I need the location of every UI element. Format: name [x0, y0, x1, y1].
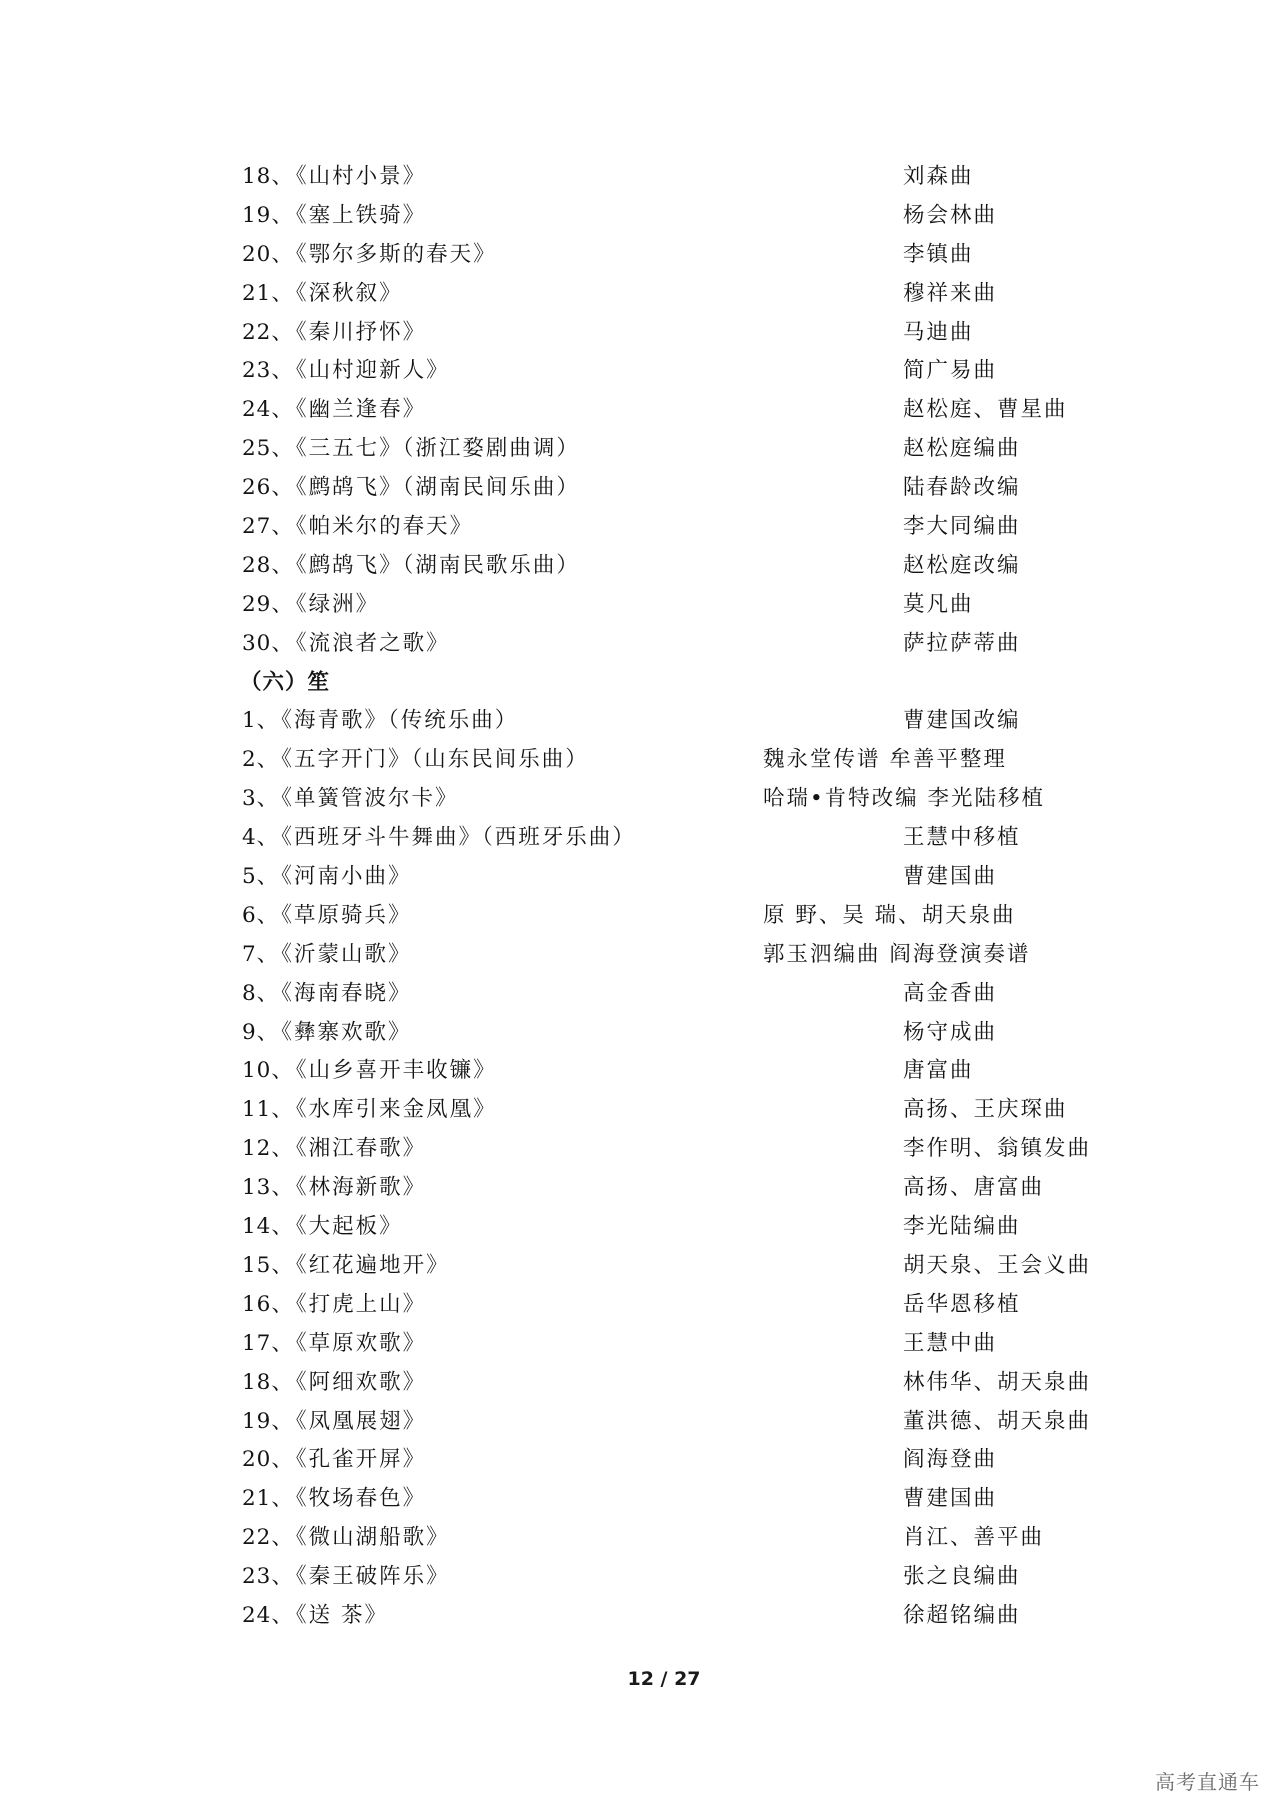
list-item — [0, 897, 1280, 936]
item-title: 《五字开门》（山东民间乐曲） — [281, 747, 589, 773]
list-item — [0, 702, 1280, 741]
list-item — [0, 1325, 1280, 1364]
item-title: 《送 茶》 — [295, 1602, 388, 1628]
list-item — [0, 1480, 1280, 1519]
item-entry — [242, 352, 450, 391]
item-number: 9、 — [242, 1019, 280, 1045]
item-composer: 杨守成曲 — [903, 1019, 998, 1045]
item-composer: 赵松庭改编 — [903, 552, 1021, 578]
item-number: 19、 — [242, 1408, 294, 1434]
list-item — [0, 625, 1280, 664]
item-number: 4、 — [242, 825, 280, 851]
item-entry — [242, 780, 458, 819]
item-composer: 董洪德、胡天泉曲 — [903, 1408, 1092, 1434]
item-title: 《单簧管波尔卡》 — [281, 786, 459, 812]
list-item — [0, 858, 1280, 897]
item-entry — [242, 430, 580, 469]
item-composer: 曹建国曲 — [903, 1486, 998, 1512]
list-item — [0, 469, 1280, 508]
item-entry — [242, 391, 426, 430]
list-item — [0, 1364, 1280, 1403]
list-item — [0, 430, 1280, 469]
item-composer: 杨会林曲 — [903, 202, 998, 228]
list-item — [0, 352, 1280, 391]
list-item — [0, 1091, 1280, 1130]
item-composer: 高扬、王庆琛曲 — [903, 1097, 1068, 1123]
list-item — [0, 1403, 1280, 1442]
list-item — [0, 975, 1280, 1014]
list-item — [0, 819, 1280, 858]
list-item — [0, 741, 1280, 780]
item-number: 20、 — [242, 1447, 294, 1473]
list-item — [0, 1558, 1280, 1597]
item-title: 《草原欢歌》 — [295, 1330, 427, 1356]
item-entry — [242, 236, 497, 275]
item-title: 《鹧鸪飞》（湖南民歌乐曲） — [295, 552, 580, 578]
item-composer: 林伟华、胡天泉曲 — [903, 1369, 1092, 1395]
item-title: 《塞上铁骑》 — [295, 202, 427, 228]
item-composer: 肖江、善平曲 — [903, 1525, 1045, 1551]
item-entry — [242, 625, 450, 664]
item-title: 《孔雀开屏》 — [295, 1447, 427, 1473]
item-entry — [242, 1130, 426, 1169]
item-title: 《沂蒙山歌》 — [281, 941, 412, 967]
item-composer: 徐超铭编曲 — [903, 1602, 1021, 1628]
item-composer: 唐富曲 — [903, 1058, 974, 1084]
item-entry — [242, 1364, 426, 1403]
item-title: 《鹧鸪飞》（湖南民间乐曲） — [295, 475, 580, 501]
item-composer: 曹建国曲 — [903, 864, 998, 890]
item-title: 《秦王破阵乐》 — [295, 1564, 450, 1590]
item-number: 22、 — [242, 319, 294, 345]
item-entry — [242, 819, 636, 858]
item-composer: 穆祥来曲 — [903, 280, 998, 306]
item-title: 《深秋叙》 — [295, 280, 403, 306]
list-item — [0, 780, 1280, 819]
item-composer: 马迪曲 — [903, 319, 974, 345]
item-number: 19、 — [242, 202, 294, 228]
item-number: 12、 — [242, 1136, 294, 1162]
item-entry — [242, 1014, 411, 1053]
item-entry — [242, 1403, 426, 1442]
item-number: 16、 — [242, 1291, 294, 1317]
item-entry — [242, 1052, 497, 1091]
item-composer: 曹建国改编 — [903, 708, 1021, 734]
item-number: 13、 — [242, 1175, 294, 1201]
item-number: 15、 — [242, 1252, 294, 1278]
item-entry — [242, 469, 580, 508]
list-item — [0, 391, 1280, 430]
item-number: 18、 — [242, 1369, 294, 1395]
item-number: 23、 — [242, 358, 294, 384]
item-composer: 陆春龄改编 — [903, 475, 1021, 501]
item-number: 1、 — [242, 708, 280, 734]
item-composer: 哈瑞•肯特改编 李光陆移植 — [763, 786, 1046, 812]
item-title: 《草原骑兵》 — [281, 902, 412, 928]
item-title: 《微山湖船歌》 — [295, 1525, 450, 1551]
item-number: 30、 — [242, 630, 294, 656]
list-item — [0, 158, 1280, 197]
list-item — [0, 314, 1280, 353]
item-title: 《海青歌》（传统乐曲） — [281, 708, 519, 734]
item-composer: 郭玉泗编曲 阎海登演奏谱 — [763, 941, 1031, 967]
item-number: 22、 — [242, 1525, 294, 1551]
item-composer: 李光陆编曲 — [903, 1214, 1021, 1240]
item-number: 17、 — [242, 1330, 294, 1356]
item-title: 《海南春晓》 — [281, 980, 412, 1006]
item-number: 3、 — [242, 786, 280, 812]
list-item — [0, 275, 1280, 314]
item-title: 《凤凰展翅》 — [295, 1408, 427, 1434]
item-entry — [242, 858, 411, 897]
item-number: 20、 — [242, 241, 294, 267]
item-title: 《林海新歌》 — [295, 1175, 427, 1201]
item-title: 《绿洲》 — [295, 591, 380, 617]
item-composer: 张之良编曲 — [903, 1564, 1021, 1590]
item-composer: 刘森曲 — [903, 164, 974, 189]
item-entry — [242, 1480, 426, 1519]
item-entry — [242, 1091, 497, 1130]
item-entry — [242, 975, 411, 1014]
item-number: 28、 — [242, 552, 294, 578]
list-item — [0, 1208, 1280, 1247]
item-number: 25、 — [242, 436, 294, 462]
item-title: 《山乡喜开丰收镰》 — [295, 1058, 497, 1084]
item-title: 《鄂尔多斯的春天》 — [295, 241, 497, 267]
section-heading: （六）笙 — [240, 669, 331, 695]
item-composer: 简广易曲 — [903, 358, 998, 384]
list-item — [0, 936, 1280, 975]
item-number: 23、 — [242, 1564, 294, 1590]
item-title: 《西班牙斗牛舞曲》（西班牙乐曲） — [281, 825, 636, 851]
item-title: 《幽兰逢春》 — [295, 397, 427, 423]
list-item — [0, 586, 1280, 625]
list-item — [0, 547, 1280, 586]
list-item — [0, 1597, 1280, 1636]
item-title: 《河南小曲》 — [281, 864, 412, 890]
item-title: 《彝寨欢歌》 — [281, 1019, 412, 1045]
item-title: 《牧场春色》 — [295, 1486, 427, 1512]
item-number: 2、 — [242, 747, 280, 773]
item-composer: 胡天泉、王会义曲 — [903, 1252, 1092, 1278]
item-entry — [242, 1519, 450, 1558]
item-number: 27、 — [242, 514, 294, 540]
page-number: 12 / 27 — [627, 1668, 701, 1690]
item-number: 24、 — [242, 1602, 294, 1628]
item-composer: 岳华恩移植 — [903, 1291, 1021, 1317]
item-entry — [242, 936, 411, 975]
item-composer: 李镇曲 — [903, 241, 974, 267]
list-item — [0, 1052, 1280, 1091]
list-item — [0, 1247, 1280, 1286]
item-entry — [242, 1325, 426, 1364]
list-item — [0, 236, 1280, 275]
list-item — [0, 1014, 1280, 1053]
item-entry — [242, 897, 411, 936]
list-item — [0, 1519, 1280, 1558]
item-title: 《流浪者之歌》 — [295, 630, 450, 656]
item-composer: 萨拉萨蒂曲 — [903, 630, 1021, 656]
item-entry — [242, 197, 426, 236]
item-composer: 王慧中曲 — [903, 1330, 998, 1356]
item-composer: 赵松庭编曲 — [903, 436, 1021, 462]
list-item — [0, 1441, 1280, 1480]
item-title: 《打虎上山》 — [295, 1291, 427, 1317]
item-number: 10、 — [242, 1058, 294, 1084]
item-number: 5、 — [242, 864, 280, 890]
item-entry — [242, 1286, 426, 1325]
list-item — [0, 1169, 1280, 1208]
item-composer: 高金香曲 — [903, 980, 998, 1006]
item-title: 《秦川抒怀》 — [295, 319, 427, 345]
item-number: 24、 — [242, 397, 294, 423]
item-composer: 阎海登曲 — [903, 1447, 998, 1473]
section-heading-row — [0, 664, 1280, 703]
item-entry — [242, 158, 426, 197]
item-number: 11、 — [242, 1097, 294, 1123]
item-entry — [242, 741, 589, 780]
item-title: 《三五七》（浙江婺剧曲调） — [295, 436, 580, 462]
item-number: 18、 — [242, 164, 294, 189]
item-composer: 原 野、吴 瑞、胡天泉曲 — [763, 902, 1016, 928]
item-title: 《湘江春歌》 — [295, 1136, 427, 1162]
item-title: 《阿细欢歌》 — [295, 1369, 427, 1395]
item-entry — [242, 314, 426, 353]
item-number: 21、 — [242, 1486, 294, 1512]
item-title: 《山村小景》 — [295, 164, 427, 189]
item-title: 《山村迎新人》 — [295, 358, 450, 384]
list-item — [0, 197, 1280, 236]
list-item — [0, 1130, 1280, 1169]
item-entry — [242, 1169, 426, 1208]
item-entry — [242, 275, 403, 314]
item-entry — [242, 586, 379, 625]
item-composer: 王慧中移植 — [903, 825, 1021, 851]
item-composer: 李大同编曲 — [903, 514, 1021, 540]
item-title: 《大起板》 — [295, 1214, 403, 1240]
watermark: 高考直通车 — [1155, 1770, 1260, 1794]
item-title: 《水库引来金凤凰》 — [295, 1097, 497, 1123]
item-entry — [242, 1208, 403, 1247]
item-entry — [242, 1597, 388, 1636]
item-title: 《帕米尔的春天》 — [295, 514, 474, 540]
item-entry — [242, 1247, 450, 1286]
item-number: 26、 — [242, 475, 294, 501]
item-composer: 赵松庭、曹星曲 — [903, 397, 1068, 423]
item-composer: 魏永堂传谱 牟善平整理 — [763, 747, 1007, 773]
item-number: 29、 — [242, 591, 294, 617]
item-number: 14、 — [242, 1214, 294, 1240]
item-composer: 高扬、唐富曲 — [903, 1175, 1045, 1201]
repertoire-list — [0, 158, 1280, 1636]
item-composer: 莫凡曲 — [903, 591, 974, 617]
list-item — [0, 1286, 1280, 1325]
item-entry — [242, 1441, 426, 1480]
item-number: 6、 — [242, 902, 280, 928]
item-entry — [242, 547, 580, 586]
item-entry — [242, 508, 473, 547]
item-entry — [242, 1558, 450, 1597]
item-number: 21、 — [242, 280, 294, 306]
item-composer: 李作明、翁镇发曲 — [903, 1136, 1092, 1162]
item-entry — [242, 702, 518, 741]
item-number: 8、 — [242, 980, 280, 1006]
item-title: 《红花遍地开》 — [295, 1252, 450, 1278]
item-number: 7、 — [242, 941, 280, 967]
list-item — [0, 508, 1280, 547]
